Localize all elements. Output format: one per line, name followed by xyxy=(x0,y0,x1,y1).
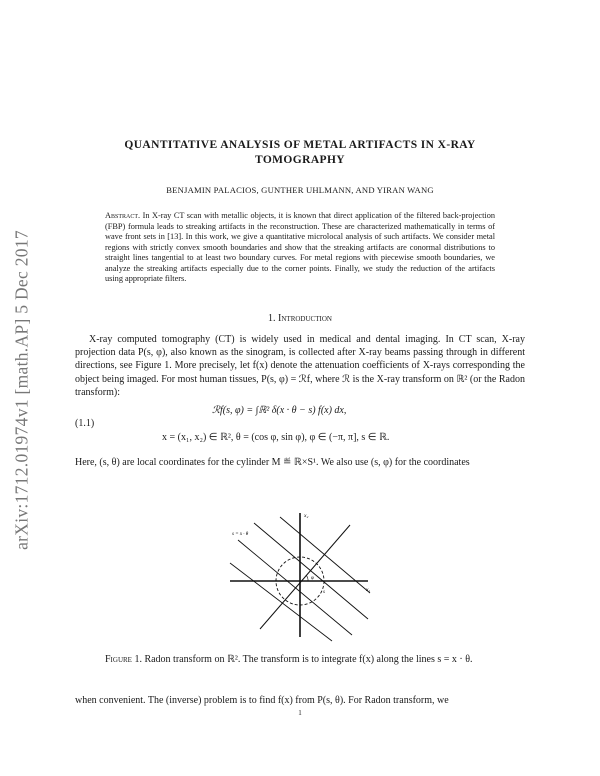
x2-label: x₂ xyxy=(304,513,309,519)
theta-direction-line xyxy=(260,525,350,629)
equation-line-2: x = (x₁, x₂) ∈ ℝ², θ = (cos φ, sin φ), φ ∈ (−π, π], s ∈ ℝ. xyxy=(162,432,390,443)
equation-number: (1.1) xyxy=(75,418,95,429)
section-title: Introduction xyxy=(278,313,332,324)
coordinates-paragraph: Here, (s, θ) are local coordinates for the cylinder M ≝ ℝ×S¹. We also use (s, φ) for the coordinates xyxy=(75,457,470,468)
abstract xyxy=(105,211,495,285)
title-line-1: QUANTITATIVE ANALYSIS OF METAL ARTIFACTS IN X-RAY xyxy=(124,139,476,151)
line-label: s = x · θ xyxy=(232,532,249,537)
radon-figure xyxy=(220,505,380,645)
title-line-2: TOMOGRAPHY xyxy=(254,154,346,166)
x1-label: x₁ xyxy=(366,587,371,593)
integration-line xyxy=(238,540,352,635)
continuation-paragraph: when convenient. The (inverse) problem is to find f(x) from P(s, θ). For Radon transform, we xyxy=(75,695,449,706)
page-number: 1 xyxy=(298,709,302,717)
arxiv-stamp xyxy=(11,230,32,550)
section-number: 1. xyxy=(268,313,276,324)
abstract-text: In X-ray CT scan with metallic objects, it is known that direct application of the filtered back-projection (FBP) formula leads to streaking artifacts in the reconstruction. These are characterized mathematically in terms of wave front sets in [13]. In this work, we give a quantitative microlocal analysis of such artifacts. We consider metal regions with strictly convex smooth boundaries and show that the streaking artifacts are conormal distributions to straight lines tangential to at least two boundary curves. For metal regions with piecewise smooth boundaries, we analyze the streaking artifacts especially due to the corner points. Finally, we study the reduction of the artifacts using appropriate filters. xyxy=(105,211,495,283)
section-heading xyxy=(75,313,525,324)
phi-label: φ xyxy=(311,576,314,581)
intro-paragraph: X-ray computed tomography (CT) is widely used in medical and dental imaging. In CT scan, X-ray projection data P(s, φ), also known as the sinogram, is collected after X-ray beams passing through in different directions, see Figure 1. More precisely, let f(x) denote the attenuation coefficients of X-rays corresponding the object being imaged. For most human tissues, P(s, φ) = ℛf, where ℛ is the X-ray transform on ℝ² (or the Radon transform): xyxy=(75,334,525,398)
abstract-label: Abstract. xyxy=(105,211,141,220)
authors: BENJAMIN PALACIOS, GUNTHER UHLMANN, AND YIRAN WANG xyxy=(166,185,434,195)
paper-title xyxy=(100,138,500,168)
caption-label: Figure 1. xyxy=(105,654,142,665)
equation-line-1: ℛf(s, φ) = ∫ℝ² δ(x · θ − s) f(x) dx, xyxy=(212,405,347,416)
caption-text: Radon transform on ℝ². The transform is to integrate f(x) along the lines s = x · θ. xyxy=(144,654,473,665)
s-label: s xyxy=(323,590,325,595)
figure-caption xyxy=(105,653,495,666)
integration-line xyxy=(230,563,332,641)
arxiv-stamp-text: arXiv:1712.01974v1 [math.AP] 5 Dec 2017 xyxy=(11,230,32,550)
